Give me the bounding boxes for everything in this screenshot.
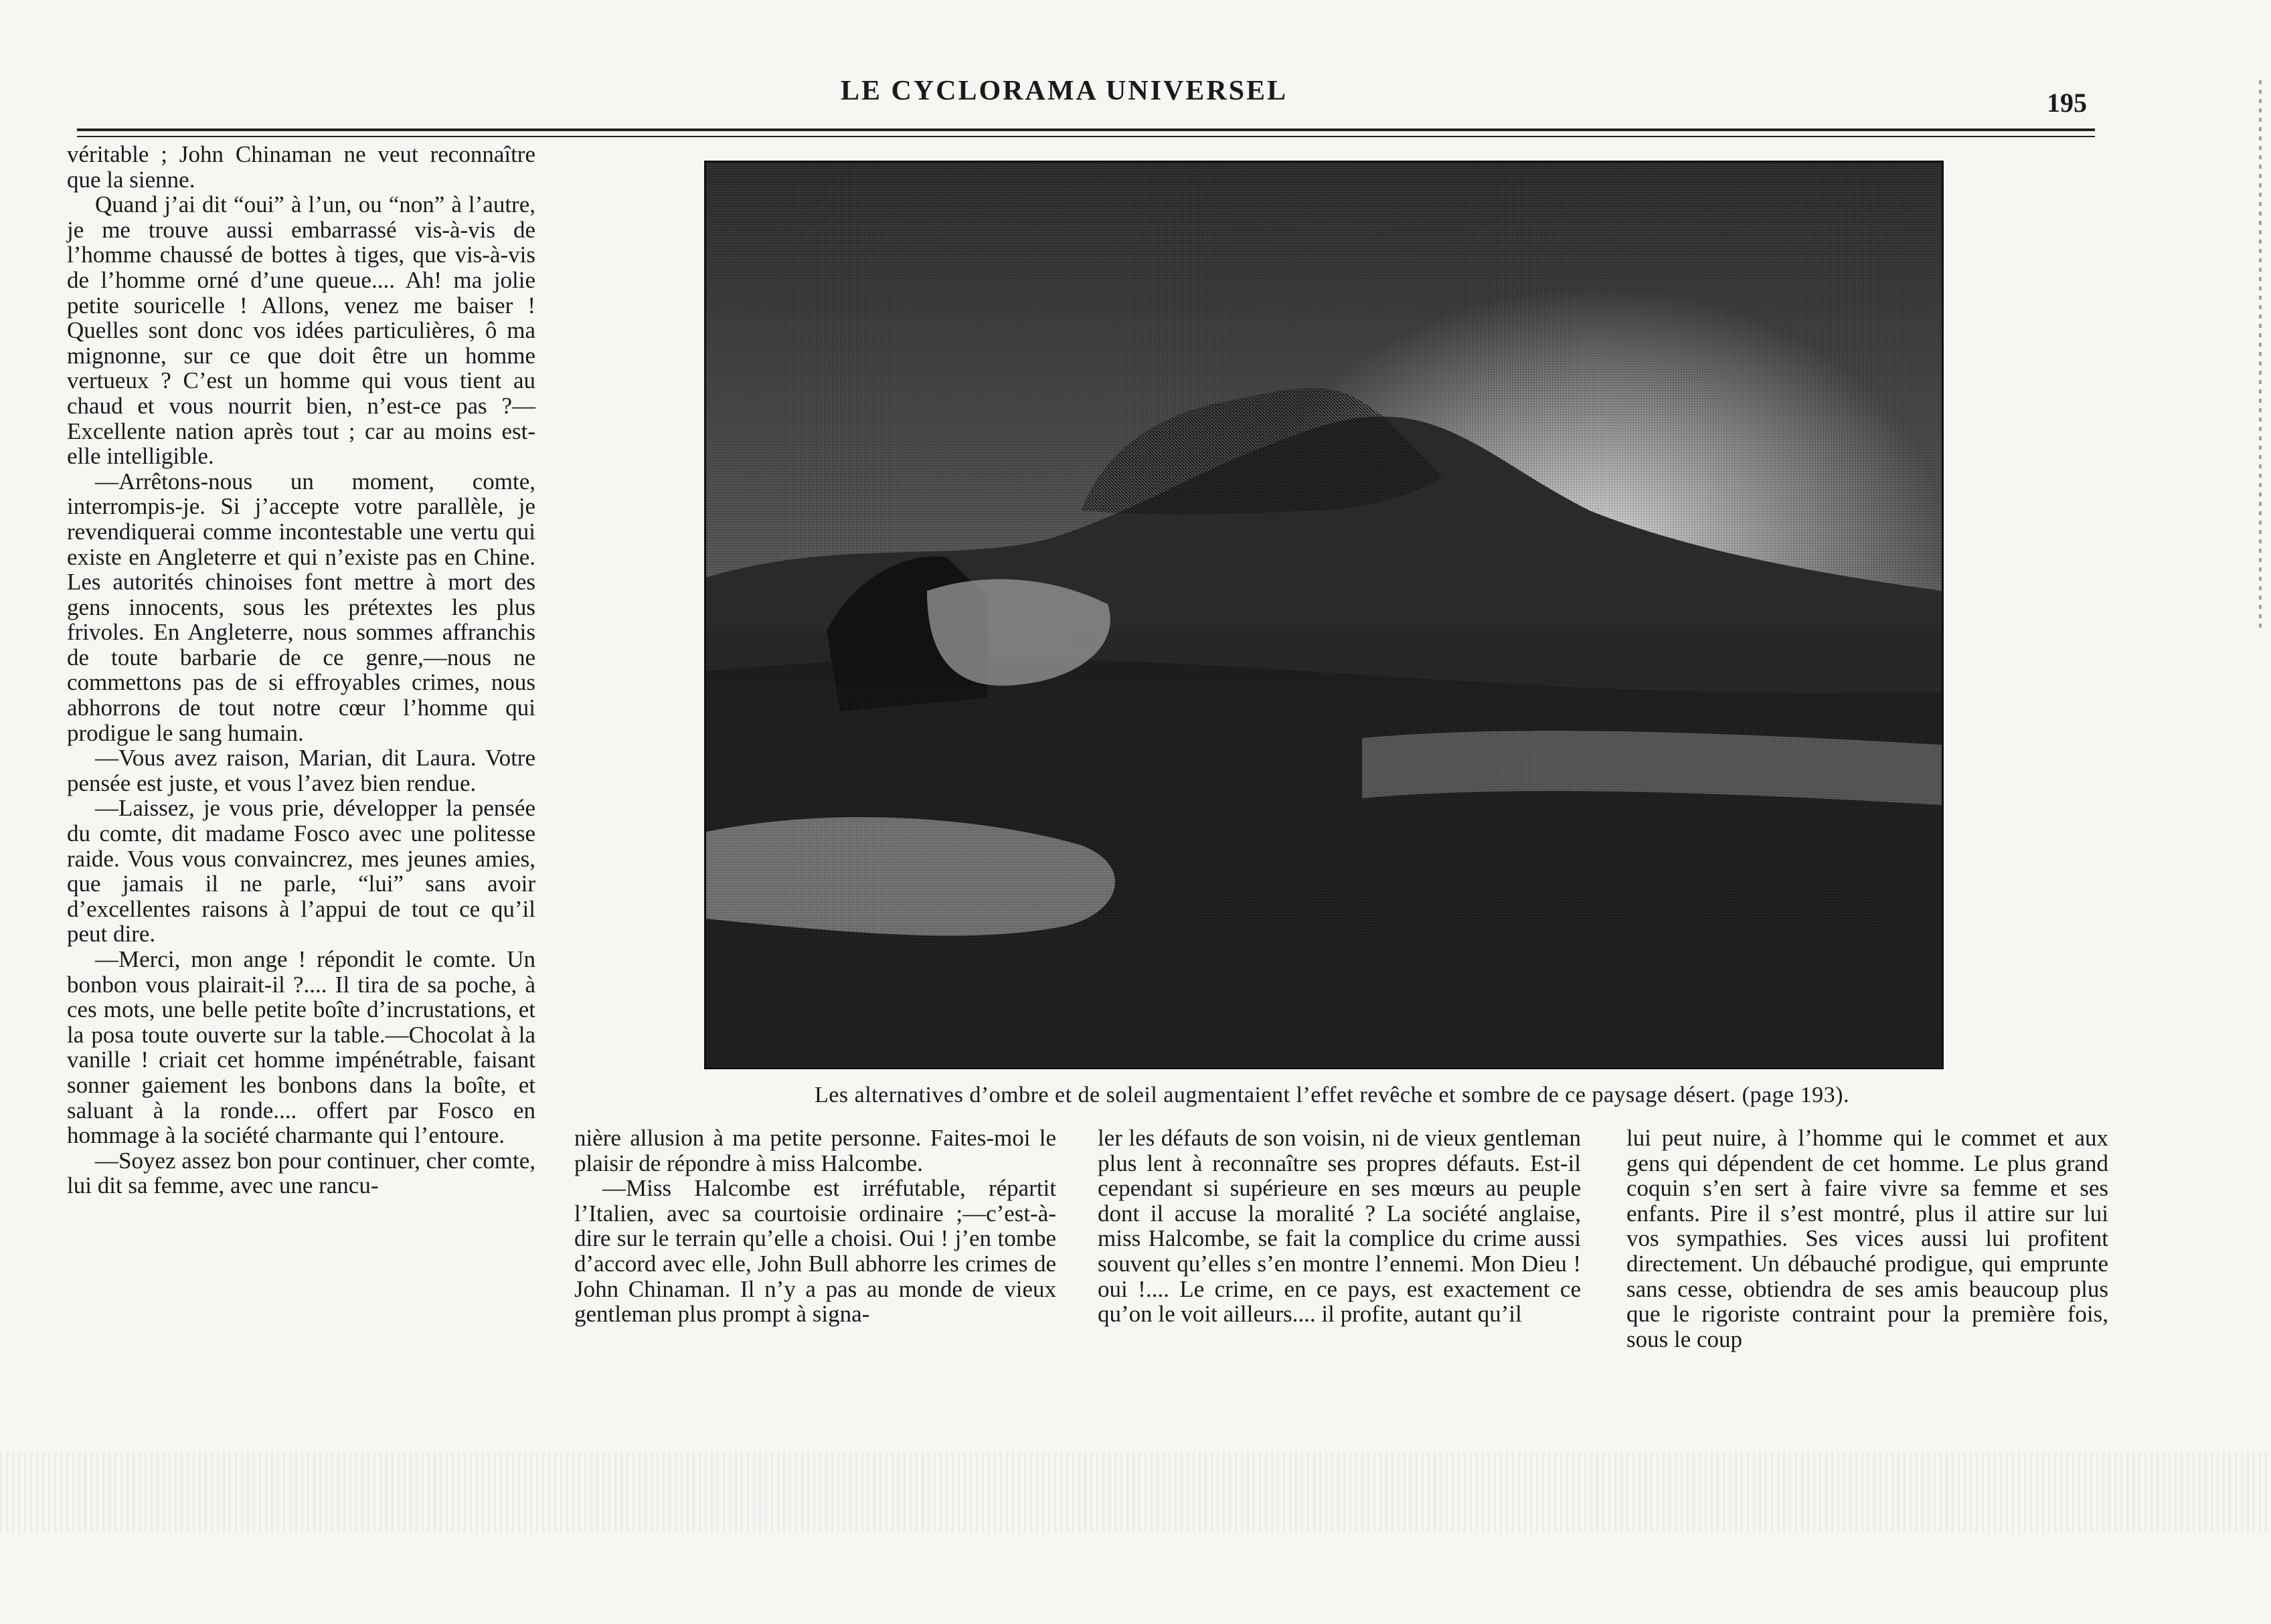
paragraph: —Miss Halcombe est irréfutable, répartit l’Italien, avec sa courtoisie ordinaire ;—c’est-à-dire sur le terrain qu’elle a choisi. Oui ! j’en tombe d’accord avec elle, John Bull abhorre les crimes de John Chinaman. Il n’y a pas au monde de vieux gentleman plus prompt à signa- (574, 1175, 1056, 1328)
header-rule-thin (77, 136, 2095, 137)
text-column-bottom-1 (574, 1125, 1056, 1327)
text-column-bottom-2 (1098, 1125, 1581, 1327)
paragraph: —Arrêtons-nous un moment, comte, interrompis-je. Si j’accepte votre parallèle, je revendiquerai comme incontestable une vertu qui existe en Angleterre et qui n’existe pas en Chine. Les autorités chinoises font mettre à mort des gens innocents, sous les prétextes les plus frivoles. En Angleterre, nous sommes affranchis de toute barbarie de ce genre,—nous ne commettons pas de si effroyables crimes, nous abhorrons de tout notre cœur l’homme qui prodigue le sang humain. (67, 468, 535, 746)
paragraph: ler les défauts de son voisin, ni de vieux gentleman plus lent à reconnaître ses propres défauts. Est-il cependant si supérieure en ses mœurs au peuple dont il accuse la moralité ? La société anglaise, miss Halcombe, se fait la complice du crime aussi souvent qu’elles s’en montre l’ennemi. Mon Dieu ! oui !.... Le crime, en ce pays, est exactement ce qu’on le voit ailleurs.... il profite, autant qu’il (1098, 1125, 1581, 1328)
scan-edge-marks (2259, 80, 2262, 629)
page-number: 195 (2047, 88, 2087, 118)
paragraph: —Soyez assez bon pour continuer, cher comte, lui dit sa femme, avec une rancu- (67, 1147, 535, 1199)
text-column-left (67, 142, 535, 1198)
paragraph: —Merci, mon ange ! répondit le comte. Un bonbon vous plairait-il ?.... Il tira de sa poche, à ces mots, une belle petite boîte d’incrustations, et la posa toute ouverte sur la table.—Chocolat à la vanille ! criait cet homme impénétrable, faisant sonner gaiement les bonbons dans la boîte, et saluant à la ronde.... offert par Fosco en hommage à la société charmante qui l’entoure. (67, 946, 535, 1149)
text-column-bottom-3 (1626, 1125, 2108, 1352)
paragraph: lui peut nuire, à l’homme qui le commet et aux gens qui dépendent de cet homme. Le plus grand coquin s’en sert à faire vivre sa femme et ses enfants. Pire il s’est montré, plus il attire sur lui vos sympathies. Ses vices aussi lui profitent directement. Un débauché prodigue, qui emprunte sans cesse, obtiendra de ses amis beaucoup plus que le rigoriste contraint pour la première fois, sous le coup (1626, 1125, 2108, 1352)
paragraph: —Vous avez raison, Marian, dit Laura. Votre pensée est juste, et vous l’avez bien rendue. (67, 745, 535, 796)
header-rule (77, 128, 2095, 131)
paragraph: véritable ; John Chinaman ne veut reconnaître que la sienne. (67, 141, 535, 193)
running-head: LE CYCLORAMA UNIVERSEL (840, 76, 1288, 106)
paragraph: nière allusion à ma petite personne. Faites-moi le plaisir de répondre à miss Halcombe. (574, 1125, 1056, 1176)
landscape-engraving-drawing (706, 163, 1942, 1067)
engraved-landscape-illustration (704, 161, 1944, 1069)
figure-caption: Les alternatives d’ombre et de soleil augmentaient l’effet revêche et sombre de ce paysage désert. (page 193). (815, 1083, 1849, 1107)
paragraph: Quand j’ai dit “oui” à l’un, ou “non” à l’autre, je me trouve aussi embarrassé vis-à-vis de l’homme chaussé de bottes à tiges, que vis-à-vis de l’homme orné d’une queue.... Ah! ma jolie petite souricelle ! Allons, venez me baiser ! Quelles sont donc vos idées particulières, ô ma mignonne, sur ce que doit être un homme vertueux ? C’est un homme qui vous tient au chaud et vous nourrit bien, n’est-ce pas ?—Excellente nation après tout ; car au moins est-elle intelligible. (67, 191, 535, 470)
paragraph: —Laissez, je vous prie, développer la pensée du comte, dit madame Fosco avec une politesse raide. Vous vous convaincrez, mes jeunes amies, que jamais il ne parle, “lui” sans avoir d’excellentes raisons à l’appui de tout ce qu’il peut dire. (67, 795, 535, 948)
scan-noise (0, 1452, 2271, 1532)
